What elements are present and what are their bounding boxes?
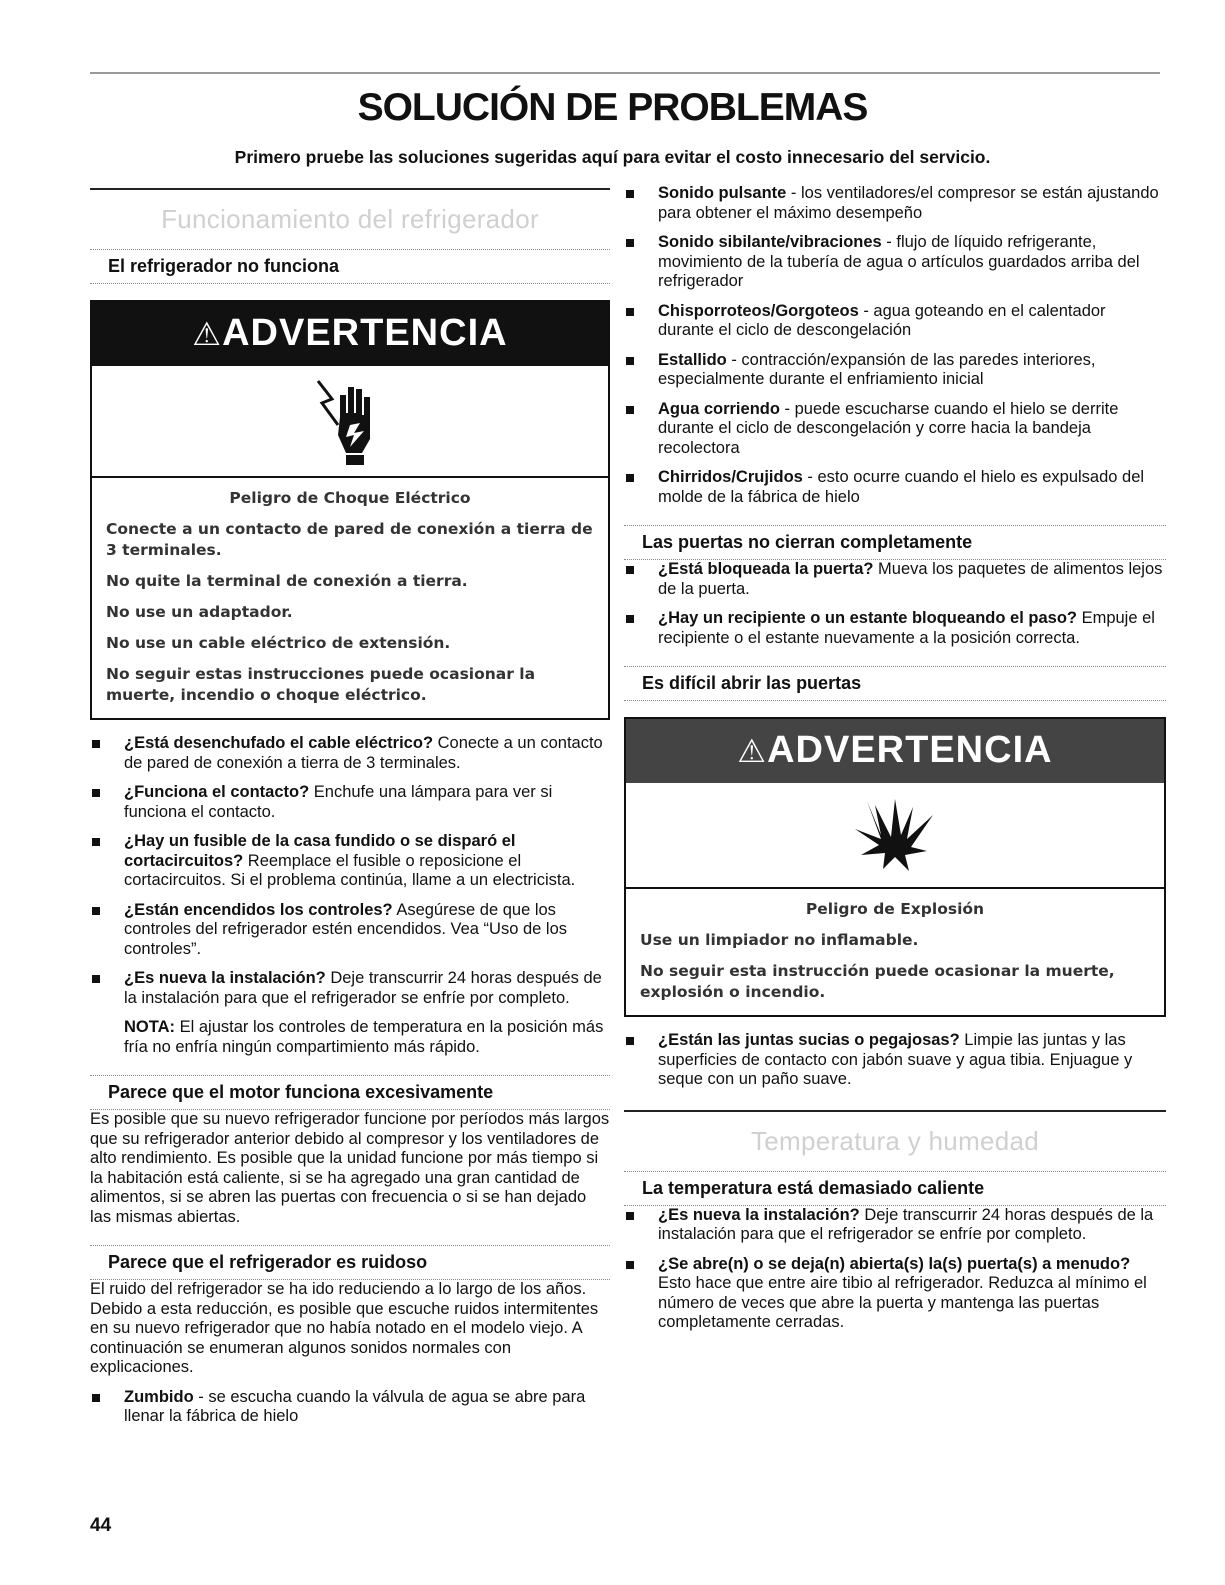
warning-banner: ⚠ADVERTENCIA	[626, 719, 1164, 783]
right-column	[624, 184, 1166, 1343]
section-rule	[624, 1110, 1166, 1112]
list-item: ¿Se abre(n) o se deja(n) abierta(s) la(s) puerta(s) a menudo? Esto hace que entre aire tibio al refrigerador. Reduzca al mínimo el número de veces que abre la puerta y mantenga las puertas completamente cerradas.	[624, 1255, 1166, 1333]
warning-triangle-icon: ⚠	[192, 316, 223, 352]
page-subtitle: Primero pruebe las soluciones sugeridas aquí para evitar el costo innecesario del servicio.	[234, 147, 991, 167]
subheading-ruidoso: Parece que el refrigerador es ruidoso	[90, 1245, 610, 1280]
section-title-funcionamiento: Funcionamiento del refrigerador	[161, 204, 539, 234]
warning-text-explosion	[626, 889, 1164, 1015]
subheading-puertas-no-cierran: Las puertas no cierran completamente	[624, 525, 1166, 560]
subheading-motor: Parece que el motor funciona excesivamente	[90, 1075, 610, 1110]
list-item: ¿Funciona el contacto? Enchufe una lámpara para ver si funciona el contacto.	[90, 783, 610, 822]
subheading-dificil-abrir: Es difícil abrir las puertas	[624, 666, 1166, 701]
explosion-icon	[626, 783, 1164, 889]
list-temperatura	[624, 1206, 1166, 1333]
subheading-temperatura: La temperatura está demasiado caliente	[624, 1171, 1166, 1206]
list-item: ¿Es nueva la instalación? Deje transcurrir 24 horas después de la instalación para que el refrigerador se enfríe por completo.	[90, 969, 610, 1008]
warning-caption: Peligro de Choque Eléctrico	[229, 489, 471, 507]
warning-line: No seguir esta instrucción puede ocasionar la muerte, explosión o incendio.	[640, 962, 1115, 1001]
list-item: ¿Es nueva la instalación? Deje transcurrir 24 horas después de la instalación para que el refrigerador se enfríe por completo.	[624, 1206, 1166, 1245]
left-column	[90, 186, 610, 1437]
list-item: ¿Están encendidos los controles? Asegúrese de que los controles del refrigerador estén encendidos. Vea “Uso de los controles”.	[90, 901, 610, 960]
page-number: 44	[90, 1515, 112, 1536]
warning-line: No use un cable eléctrico de extensión.	[106, 634, 451, 652]
list-item: ¿Está bloqueada la puerta? Mueva los paquetes de alimentos lejos de la puerta.	[624, 560, 1166, 599]
list-item: ¿Están las juntas sucias o pegajosas? Limpie las juntas y las superficies de contacto con jabón suave y agua tibia. Enjuague y seque con un paño suave.	[624, 1031, 1166, 1090]
warning-line: Use un limpiador no inflamable.	[640, 931, 919, 949]
list-item: Estallido - contracción/expansión de las paredes interiores, especialmente durante el enfriamiento inicial	[624, 351, 1166, 390]
list-no-funciona	[90, 734, 610, 1008]
page-title: SOLUCIÓN DE PROBLEMAS	[357, 86, 868, 129]
warning-triangle-icon: ⚠	[737, 733, 768, 769]
top-rule	[90, 72, 1160, 74]
list-item: Chirridos/Crujidos - esto ocurre cuando el hielo es expulsado del molde de la fábrica de hielo	[624, 468, 1166, 507]
warning-line: Conecte a un contacto de pared de conexión a tierra de 3 terminales.	[106, 520, 593, 559]
list-item: Zumbido - se escucha cuando la válvula de agua se abre para llenar la fábrica de hielo	[90, 1388, 610, 1427]
list-item: ¿Hay un recipiente o un estante bloqueando el paso? Empuje el recipiente o el estante nuevamente a la posición correcta.	[624, 609, 1166, 648]
warning-box-electric	[90, 300, 610, 720]
list-item: Chisporroteos/Gorgoteos - agua goteando en el calentador durante el ciclo de descongelación	[624, 302, 1166, 341]
paragraph-ruidoso: El ruido del refrigerador se ha ido reduciendo a lo largo de los años. Debido a esta reducción, es posible que escuche ruidos intermitentes en su nuevo refrigerador que no había notado en el modelo viejo. A continuación se enumeran algunos sonidos normales con explicaciones.	[90, 1280, 599, 1376]
warning-line: No seguir estas instrucciones puede ocasionar la muerte, incendio o choque eléctrico.	[106, 665, 536, 704]
list-item: ¿Está desenchufado el cable eléctrico? Conecte a un contacto de pared de conexión a tierra de 3 terminales.	[90, 734, 610, 773]
list-item: Agua corriendo - puede escucharse cuando el hielo se derrite durante el ciclo de descongelación y corre hacia la bandeja recolectora	[624, 400, 1166, 459]
warning-line: No quite la terminal de conexión a tierra.	[106, 572, 468, 590]
section-title-temperatura: Temperatura y humedad	[750, 1125, 1040, 1156]
warning-box-explosion	[624, 717, 1166, 1017]
list-dificil-abrir	[624, 1031, 1166, 1090]
list-item: Sonido sibilante/vibraciones - flujo de líquido refrigerante, movimiento de la tubería de agua o artículos guardados arriba del refrigerador	[624, 233, 1166, 292]
warning-banner: ⚠ADVERTENCIA	[92, 302, 608, 366]
list-sonidos	[90, 1388, 610, 1427]
paragraph-motor: Es posible que su nuevo refrigerador funcione por períodos más largos que su refrigerador anterior debido al compresor y los ventiladores de alto rendimiento. Es posible que la unidad funcione por más tiempo si la habitación está caliente, si se ha agregado una gran cantidad de alimentos, si se abren las puertas con frecuencia o si se han dejado las mismas abiertas.	[90, 1110, 610, 1226]
electric-shock-hand-icon	[92, 366, 608, 478]
note: NOTA: El ajustar los controles de temperatura en la posición más fría no enfría ningún compartimiento más rápido.	[124, 1018, 604, 1056]
warning-line: No use un adaptador.	[106, 603, 293, 621]
warning-text-electric	[92, 478, 608, 718]
section-rule	[90, 188, 610, 190]
list-item: ¿Hay un fusible de la casa fundido o se disparó el cortacircuitos? Reemplace el fusible o reposicione el cortacircuitos. Si el problema continúa, llame a un electricista.	[90, 832, 610, 891]
warning-caption: Peligro de Explosión	[805, 900, 985, 918]
list-item: Sonido pulsante - los ventiladores/el compresor se están ajustando para obtener el máximo desempeño	[624, 184, 1166, 223]
list-sonidos-continued	[624, 184, 1166, 507]
list-puertas-no-cierran	[624, 560, 1166, 648]
subheading-no-funciona: El refrigerador no funciona	[90, 249, 610, 284]
